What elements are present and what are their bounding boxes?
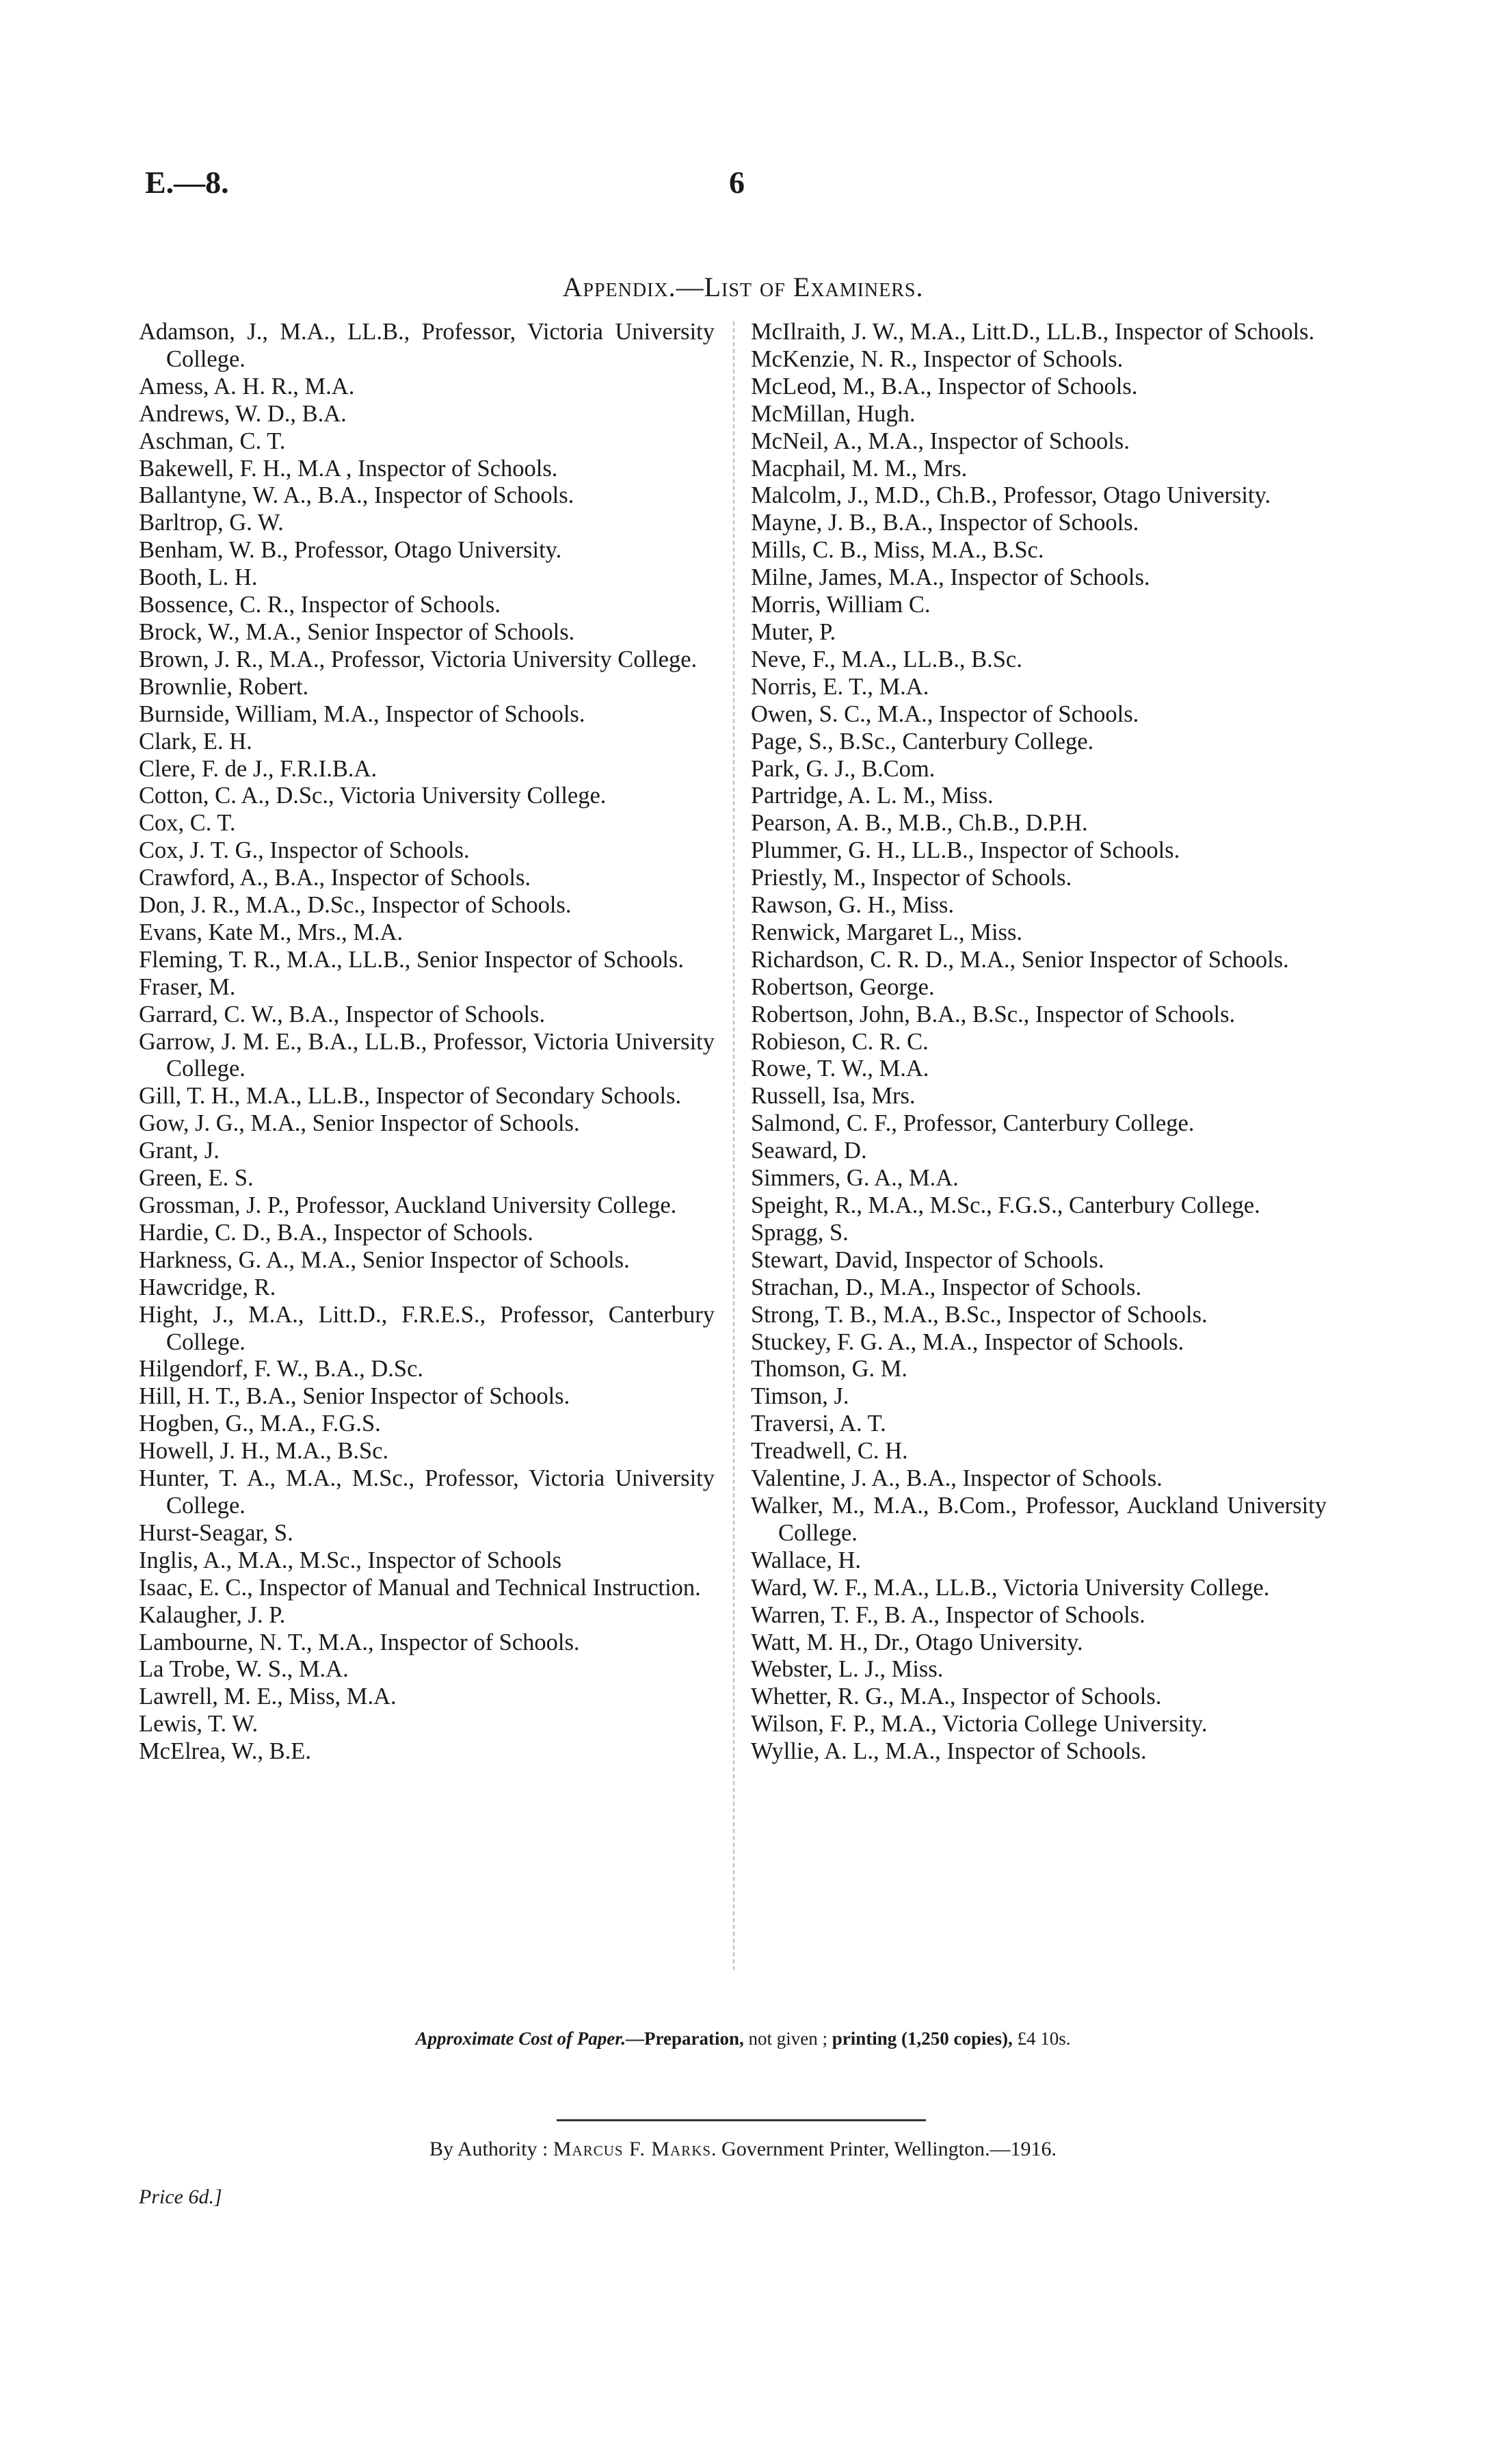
examiner-entry: Grossman, J. P., Professor, Auckland University College. — [139, 1192, 677, 1218]
examiner-entry: Park, G. J., B.Com. — [751, 755, 936, 782]
column-divider — [733, 322, 734, 1970]
examiner-entry: Strachan, D., M.A., Inspector of Schools. — [751, 1274, 1142, 1300]
examiner-entry: Rawson, G. H., Miss. — [751, 892, 955, 919]
examiner-entry: Bakewell, F. H., M.A , Inspector of Schools. — [139, 455, 558, 482]
examiner-entry: Burnside, William, M.A., Inspector of Schools. — [139, 700, 585, 727]
cost-amount: £4 10s. — [1012, 2028, 1071, 2049]
cost-not-given: not given ; — [743, 2028, 832, 2049]
examiner-entry: Hurst-Seagar, S. — [139, 1519, 293, 1546]
price-note: Price 6d.] — [139, 2186, 222, 2208]
examiner-entry: Grant, J. — [139, 1138, 220, 1164]
examiner-entry: Robertson, John, B.A., B.Sc., Inspector of Schools. — [751, 1001, 1236, 1027]
examiner-entry: Whetter, R. G., M.A., Inspector of Schools. — [751, 1683, 1162, 1710]
examiner-entry: Isaac, E. C., Inspector of Manual and Technical Instruction. — [139, 1574, 701, 1601]
examiner-entry: Garrow, J. M. E., B.A., LL.B., Professor, Victoria University College. — [139, 1028, 715, 1082]
examiner-entry: Lambourne, N. T., M.A., Inspector of Schools. — [139, 1629, 580, 1655]
examiner-entry: Brown, J. R., M.A., Professor, Victoria University College. — [139, 646, 698, 672]
examiner-entry: Booth, L. H. — [139, 564, 258, 591]
examiner-entry: Macphail, M. M., Mrs. — [751, 455, 968, 482]
examiner-entry: Robertson, George. — [751, 973, 935, 1000]
examiner-entry: Benham, W. B., Professor, Otago University. — [139, 537, 562, 564]
examiner-entry: Timson, J. — [751, 1383, 849, 1410]
examiner-entry: Bossence, C. R., Inspector of Schools. — [139, 592, 501, 618]
examiner-entry: McMillan, Hugh. — [751, 400, 916, 427]
examiner-entry: Valentine, J. A., B.A., Inspector of Schools. — [751, 1465, 1163, 1492]
examiner-entry: Cox, J. T. G., Inspector of Schools. — [139, 837, 470, 864]
examiner-entry: Owen, S. C., M.A., Inspector of Schools. — [751, 700, 1139, 727]
authority-suffix: . Government Printer, Wellington.—1916. — [711, 2138, 1057, 2160]
examiner-entry: Cotton, C. A., D.Sc., Victoria University College. — [139, 783, 607, 809]
examiner-entry: Amess, A. H. R., M.A. — [139, 373, 355, 399]
examiner-entry: Russell, Isa, Mrs. — [751, 1083, 916, 1110]
examiner-entry: Traversi, A. T. — [751, 1411, 886, 1437]
authority-prefix: By Authority : — [429, 2138, 553, 2160]
cost-printing: printing (1,250 copies), — [832, 2028, 1013, 2049]
examiner-entry: Simmers, G. A., M.A. — [751, 1165, 959, 1192]
examiner-entry: Adamson, J., M.A., LL.B., Professor, Victoria University College. — [139, 319, 715, 372]
examiner-entry: Thomson, G. M. — [751, 1356, 908, 1382]
examiner-entry: Hilgendorf, F. W., B.A., D.Sc. — [139, 1356, 424, 1382]
examiner-entry: Neve, F., M.A., LL.B., B.Sc. — [751, 646, 1022, 672]
examiner-entry: Crawford, A., B.A., Inspector of Schools. — [139, 865, 531, 891]
examiner-entry: Page, S., B.Sc., Canterbury College. — [751, 728, 1094, 755]
examiner-entry: Speight, R., M.A., M.Sc., F.G.S., Canterbury College. — [751, 1192, 1260, 1218]
examiner-entry: Wallace, H. — [751, 1547, 862, 1573]
cost-label: Approximate Cost of Paper. — [415, 2028, 626, 2049]
examiner-entry: Malcolm, J., M.D., Ch.B., Professor, Otago University. — [751, 482, 1271, 509]
examiner-entry: Howell, J. H., M.A., B.Sc. — [139, 1438, 389, 1465]
approximate-cost-line — [0, 2028, 1486, 2049]
examiner-entry: Warren, T. F., B. A., Inspector of Schools. — [751, 1601, 1145, 1628]
examiner-entry: Spragg, S. — [751, 1219, 849, 1246]
examiner-entry: Green, E. S. — [139, 1165, 254, 1192]
examiner-entry: Inglis, A., M.A., M.Sc., Inspector of Schools — [139, 1547, 562, 1573]
examiner-entry: Fraser, M. — [139, 973, 236, 1000]
examiner-entry: Robieson, C. R. C. — [751, 1028, 929, 1055]
examiner-entry: Clere, F. de J., F.R.I.B.A. — [139, 755, 377, 782]
examiner-entry: Gill, T. H., M.A., LL.B., Inspector of Secondary Schools. — [139, 1083, 682, 1110]
examiner-entry: McLeod, M., B.A., Inspector of Schools. — [751, 373, 1138, 399]
examiner-entry: La Trobe, W. S., M.A. — [139, 1656, 349, 1683]
examiner-entry: Hogben, G., M.A., F.G.S. — [139, 1411, 381, 1437]
examiner-entry: Gow, J. G., M.A., Senior Inspector of Schools. — [139, 1110, 580, 1137]
examiner-entry: Aschman, C. T. — [139, 428, 286, 454]
examiner-entry: Ballantyne, W. A., B.A., Inspector of Schools. — [139, 482, 574, 509]
examiner-entry: Milne, James, M.A., Inspector of Schools. — [751, 564, 1150, 591]
examiner-entry: Andrews, W. D., B.A. — [139, 400, 347, 427]
examiner-entry: Stuckey, F. G. A., M.A., Inspector of Schools. — [751, 1328, 1184, 1355]
examiner-entry: Priestly, M., Inspector of Schools. — [751, 865, 1072, 891]
examiner-entry: Evans, Kate M., Mrs., M.A. — [139, 919, 403, 945]
examiner-entry: Walker, M., M.A., B.Com., Professor, Auckland University College. — [751, 1492, 1327, 1546]
examiner-entry: McElrea, W., B.E. — [139, 1738, 311, 1765]
examiner-entry: Renwick, Margaret L., Miss. — [751, 919, 1023, 945]
examiner-entry: McKenzie, N. R., Inspector of Schools. — [751, 345, 1124, 372]
examiner-entry: Don, J. R., M.A., D.Sc., Inspector of Schools. — [139, 892, 572, 919]
examiners-right-column — [751, 319, 1327, 1766]
examiner-entry: Seaward, D. — [751, 1138, 867, 1164]
footer-rule — [557, 2119, 926, 2121]
examiner-entry: Clark, E. H. — [139, 728, 252, 755]
examiner-entry: Hunter, T. A., M.A., M.Sc., Professor, Victoria University College. — [139, 1465, 715, 1519]
examiner-entry: Cox, C. T. — [139, 810, 236, 837]
examiner-entry: Hill, H. T., B.A., Senior Inspector of Schools. — [139, 1383, 570, 1410]
examiner-entry: Watt, M. H., Dr., Otago University. — [751, 1629, 1083, 1655]
page-number: 6 — [729, 165, 745, 200]
examiner-entry: Lewis, T. W. — [139, 1711, 258, 1738]
examiner-entry: Brock, W., M.A., Senior Inspector of Schools. — [139, 618, 575, 645]
examiner-entry: Salmond, C. F., Professor, Canterbury College. — [751, 1110, 1195, 1137]
document-reference: E.—8. — [145, 165, 229, 200]
examiner-entry: Morris, William C. — [751, 592, 931, 618]
examiner-entry: Norris, E. T., M.A. — [751, 673, 929, 700]
printer-name: Marcus F. Marks — [553, 2138, 712, 2160]
examiner-entry: Webster, L. J., Miss. — [751, 1656, 944, 1683]
examiner-entry: Hight, J., M.A., Litt.D., F.R.E.S., Professor, Canterbury College. — [139, 1301, 715, 1355]
examiner-entry: Kalaugher, J. P. — [139, 1601, 286, 1628]
examiner-entry: Partridge, A. L. M., Miss. — [751, 783, 994, 809]
examiners-left-column — [139, 319, 715, 1766]
examiner-entry: Harkness, G. A., M.A., Senior Inspector of Schools. — [139, 1246, 630, 1273]
examiner-entry: Ward, W. F., M.A., LL.B., Victoria University College. — [751, 1574, 1270, 1601]
examiner-entry: Brownlie, Robert. — [139, 673, 309, 700]
examiner-entry: McIlraith, J. W., M.A., Litt.D., LL.B., Inspector of Schools. — [751, 319, 1315, 345]
authority-line — [0, 2138, 1486, 2161]
examiner-entry: Muter, P. — [751, 618, 836, 645]
examiner-entry: Hawcridge, R. — [139, 1274, 276, 1300]
examiner-entry: Plummer, G. H., LL.B., Inspector of Schools. — [751, 837, 1180, 864]
examiner-entry: Hardie, C. D., B.A., Inspector of Schools. — [139, 1219, 533, 1246]
examiner-entry: Treadwell, C. H. — [751, 1438, 908, 1465]
examiner-entry: Fleming, T. R., M.A., LL.B., Senior Inspector of Schools. — [139, 946, 684, 973]
examiner-entry: Pearson, A. B., M.B., Ch.B., D.P.H. — [751, 810, 1088, 837]
examiner-entry: Mayne, J. B., B.A., Inspector of Schools. — [751, 510, 1139, 536]
examiner-entry: McNeil, A., M.A., Inspector of Schools. — [751, 428, 1130, 454]
examiner-entry: Wyllie, A. L., M.A., Inspector of Schools. — [751, 1738, 1147, 1765]
page-title: Appendix.—List of Examiners. — [562, 272, 924, 302]
examiner-entry: Mills, C. B., Miss, M.A., B.Sc. — [751, 537, 1044, 564]
examiner-entry: Rowe, T. W., M.A. — [751, 1056, 929, 1082]
examiner-entry: Stewart, David, Inspector of Schools. — [751, 1246, 1104, 1273]
examiner-entry: Wilson, F. P., M.A., Victoria College University. — [751, 1711, 1208, 1738]
examiner-entry: Barltrop, G. W. — [139, 510, 284, 536]
examiner-entry: Richardson, C. R. D., M.A., Senior Inspector of Schools. — [751, 946, 1289, 973]
examiner-entry: Lawrell, M. E., Miss, M.A. — [139, 1683, 397, 1710]
examiner-entry: Strong, T. B., M.A., B.Sc., Inspector of Schools. — [751, 1301, 1208, 1328]
examiner-entry: Garrard, C. W., B.A., Inspector of Schools. — [139, 1001, 546, 1027]
cost-preparation: —Preparation, — [626, 2028, 744, 2049]
